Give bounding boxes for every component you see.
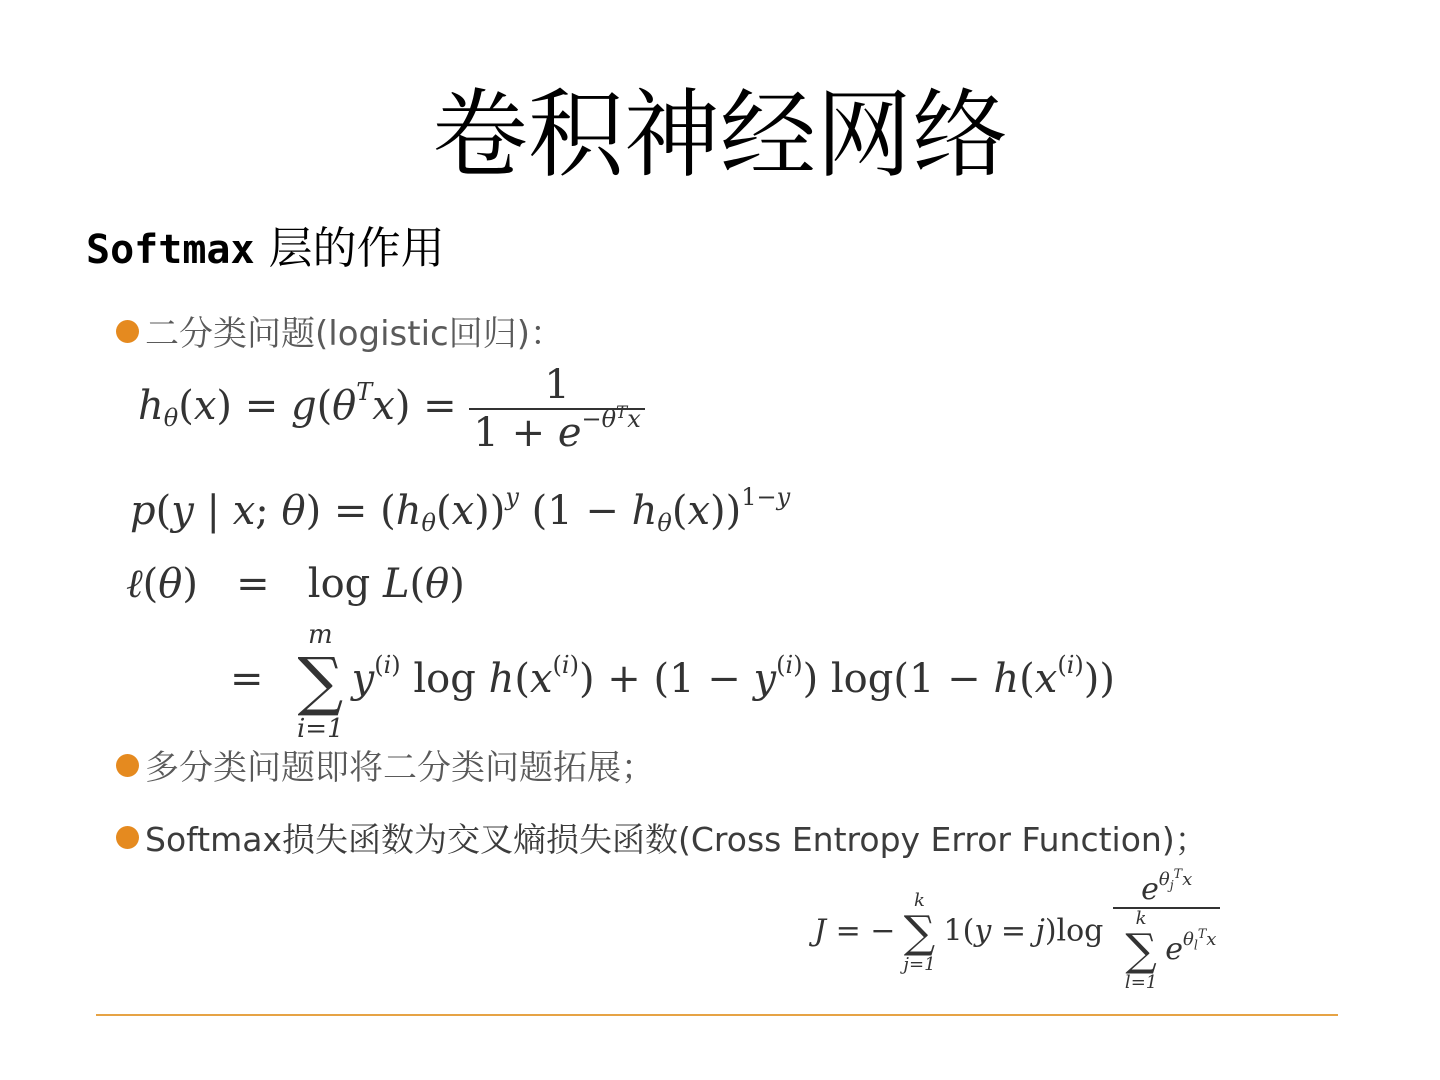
bullet-multiclass: [116, 748, 655, 788]
bullet-text: Softmax损失函数为交叉熵损失函数(Cross Entropy Error Function)；: [145, 820, 1208, 859]
equation-log-likelihood: ℓ(θ) = log L(θ): [126, 561, 465, 607]
section-heading-zh: 层的作用: [254, 223, 445, 274]
bullet-softmax-loss: [116, 820, 1208, 860]
bullet-text: 多分类问题即将二分类问题拓展；: [145, 748, 655, 788]
bullet-text: 二分类问题(logistic回归)：: [145, 314, 564, 354]
equation-probability: p(y | x; $\theta) = (h_\theta(x))^y$ $(1 - h_\theta(x))^{1-y}$: [130, 482, 791, 538]
slide-title: 卷积神经网络: [432, 79, 1008, 191]
bullet-dot-icon: [116, 320, 139, 343]
section-heading-en: Softmax: [86, 227, 255, 273]
equation-cross-entropy: J = − k ∑ j=1 1(y = j)log $e^{\theta_j^Tx}$ k ∑ l=1 $e^{\theta_l^Tx}$: [814, 872, 1220, 993]
bullet-dot-icon: [116, 826, 139, 849]
footer-divider: [96, 1014, 1338, 1016]
bullet-dot-icon: [116, 754, 139, 777]
bullet-binary-classification: [116, 314, 564, 354]
equation-log-likelihood-sum: = m ∑ i=1 $y^{(i)}$ $\log h(x^{(i)}) + (1 - y^{(i)}) \log(1 - h(x^{(i)}))$: [230, 620, 1115, 744]
equation-hypothesis: $h_\theta(x) = g(\theta^Tx)$ = $\frac{1}{1 + e^{-\theta^Tx}}$: [138, 362, 645, 456]
section-heading: [86, 222, 445, 277]
